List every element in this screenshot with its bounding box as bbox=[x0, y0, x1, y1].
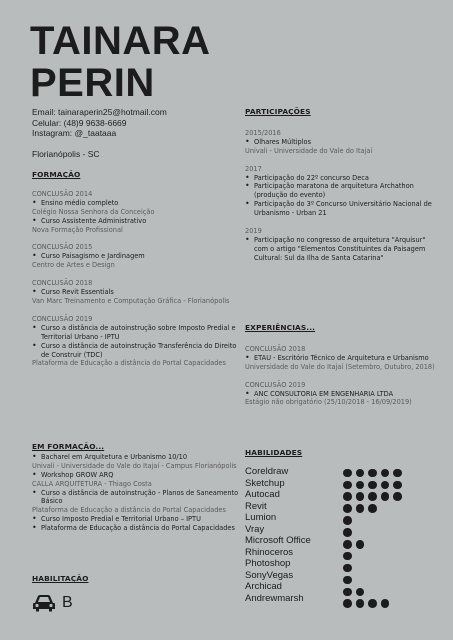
skill-dot bbox=[393, 528, 402, 537]
bullet-icon: • bbox=[245, 234, 250, 244]
bullet-icon: • bbox=[245, 388, 250, 398]
bullet-icon: • bbox=[245, 352, 250, 362]
formacao-course-text: Ensino médio completo bbox=[41, 198, 119, 207]
skill-dot bbox=[356, 540, 365, 549]
skill-dot bbox=[381, 469, 390, 478]
participacoes-list bbox=[245, 129, 440, 263]
skill-dot bbox=[343, 576, 352, 585]
bullet-icon: • bbox=[32, 523, 37, 533]
skill-dot bbox=[343, 599, 352, 608]
formacao-course bbox=[32, 342, 240, 360]
spacer bbox=[32, 306, 240, 315]
formacao-course-text: Curso a distância de autoinstrução sobre Imposto Predial e Territorial Urbano - IPTU bbox=[41, 323, 236, 341]
formacao-course bbox=[32, 199, 240, 208]
skill-name: Archicad bbox=[245, 581, 282, 592]
skill-name: Microsoft Office bbox=[245, 535, 311, 546]
skill-dot bbox=[368, 504, 377, 513]
skill-dot bbox=[343, 516, 352, 525]
bullet-icon: • bbox=[32, 197, 37, 207]
experiencia-item-text: ANC CONSULTORIA EM ENGENHARIA LTDA bbox=[254, 389, 394, 398]
experiencia-period: CONCLUSÃO 2019 bbox=[245, 380, 306, 389]
bullet-icon: • bbox=[32, 340, 37, 350]
skill-dot bbox=[381, 540, 390, 549]
skill-names bbox=[245, 466, 311, 604]
skill-dot bbox=[343, 481, 352, 490]
skill-dot bbox=[356, 504, 365, 513]
skill-dot bbox=[368, 516, 377, 525]
formacao-institution: Centro de Artes e Design bbox=[32, 261, 115, 270]
skill-dot bbox=[368, 552, 377, 561]
skill-level-row bbox=[343, 515, 418, 527]
formacao-period: CONCLUSÃO 2019 bbox=[32, 314, 93, 323]
skill-dot bbox=[356, 599, 365, 608]
formacao-course bbox=[32, 288, 240, 297]
skill-dot bbox=[381, 599, 390, 608]
participacao-year: 2019 bbox=[245, 227, 262, 236]
spacer bbox=[245, 218, 440, 227]
formacao-heading: FORMAÇÃO bbox=[32, 170, 81, 179]
experiencia-place: Universidade do Vale do Itajaí (Setembro, Outubro, 2018) bbox=[245, 362, 435, 371]
participacao-place: Univali - Universidade do Vale do Itajaí bbox=[245, 146, 373, 155]
spacer bbox=[245, 156, 440, 165]
skill-dot bbox=[368, 481, 377, 490]
contact-block bbox=[32, 107, 167, 139]
skill-dot bbox=[368, 528, 377, 537]
em-formacao-line: Univali - Universidade do Vale do Itajaí - Campus Florianópolis bbox=[32, 461, 237, 470]
skill-dot bbox=[393, 564, 402, 573]
bullet-icon: • bbox=[32, 451, 37, 461]
participacao-item bbox=[245, 174, 440, 183]
skill-dot bbox=[381, 481, 390, 490]
bullet-icon: • bbox=[32, 215, 37, 225]
bullet-icon: • bbox=[32, 487, 37, 497]
skill-levels bbox=[343, 467, 418, 610]
em-formacao-item bbox=[32, 471, 240, 480]
skill-dot bbox=[356, 564, 365, 573]
skill-level-row bbox=[343, 586, 418, 598]
habilitacao-heading: HABILITAÇÃO bbox=[32, 574, 89, 583]
skill-name: Vray bbox=[245, 523, 265, 535]
skill-level-row bbox=[343, 538, 418, 550]
participacao-item-text: Olhares Múltiplos bbox=[254, 137, 311, 146]
participacao-item-text: Participação do 3º Concurso Universitário Nacional de Urbanismo - Urban 21 bbox=[254, 200, 432, 218]
skill-dot bbox=[393, 552, 402, 561]
participacao-item-text: Participação maratona de arquitetura Archathon (produção do evento) bbox=[254, 182, 414, 200]
experiencia-item bbox=[245, 354, 440, 363]
spacer bbox=[245, 372, 440, 381]
skill-dot bbox=[393, 576, 402, 585]
skill-name: Sketchup bbox=[245, 477, 285, 489]
contact-instagram: Instagram: @_taataaa bbox=[32, 128, 117, 138]
formacao-course bbox=[32, 217, 240, 226]
bullet-icon: • bbox=[32, 469, 37, 479]
skill-dot bbox=[356, 492, 365, 501]
skill-dot bbox=[343, 588, 352, 597]
skill-dot bbox=[381, 516, 390, 525]
skill-dot bbox=[343, 469, 352, 478]
skill-dot bbox=[356, 552, 365, 561]
em-formacao-line: CALLA ARQUITETURA - Thiago Costa bbox=[32, 479, 152, 488]
bullet-icon: • bbox=[32, 287, 37, 297]
skill-dot bbox=[343, 552, 352, 561]
participacao-item-text: Participação no congresso de arquitetura "Arquisur" com o artigo "Elementos Constituintes da Paisagem Cultural: Sul da Ilha de Santa Catarina" bbox=[254, 235, 426, 262]
skill-level-row bbox=[343, 562, 418, 574]
experiencia-item bbox=[245, 390, 440, 399]
skill-level-row bbox=[343, 598, 418, 610]
experiencias-section bbox=[245, 324, 440, 407]
em-formacao-section bbox=[32, 443, 240, 533]
skill-level-row bbox=[343, 526, 418, 538]
skill-dot bbox=[368, 599, 377, 608]
skill-name: Revit bbox=[245, 500, 267, 512]
skill-dot bbox=[343, 504, 352, 513]
formacao-institution: Nova Formação Profissional bbox=[32, 225, 123, 234]
em-formacao-item-text: Curso Imposto Predial e Territorial Urbano – IPTU bbox=[41, 515, 201, 524]
skill-name: Coreldraw bbox=[245, 466, 289, 477]
formacao-period: CONCLUSÃO 2014 bbox=[32, 189, 93, 198]
participacao-item bbox=[245, 200, 440, 218]
formacao-list bbox=[32, 190, 240, 368]
formacao-institution: Van Marc Treinamento e Computação Gráfica - Florianópolis bbox=[32, 296, 230, 305]
skill-dot bbox=[343, 492, 352, 501]
bullet-icon: • bbox=[32, 514, 37, 524]
skill-dot bbox=[368, 540, 377, 549]
em-formacao-line: Plataforma de Educação a distância do Portal Capacidades bbox=[32, 506, 226, 515]
name-line-2: PERIN bbox=[30, 61, 155, 105]
bullet-icon: • bbox=[245, 172, 250, 182]
skill-dot bbox=[368, 588, 377, 597]
resume-name bbox=[30, 20, 211, 104]
skill-dot bbox=[381, 552, 390, 561]
contact-email: Email: tainaraperin25@hotmail.com bbox=[32, 107, 167, 117]
skill-dot bbox=[356, 516, 365, 525]
bullet-icon: • bbox=[245, 181, 250, 191]
skill-dot bbox=[368, 469, 377, 478]
skill-name: Andrewmarsh bbox=[245, 592, 304, 604]
experiencia-item-text: ETAU - Escritório Técnico de Arquitetura e Urbanismo bbox=[254, 353, 429, 362]
car-icon bbox=[32, 593, 56, 613]
skill-dot bbox=[356, 481, 365, 490]
skill-level-row bbox=[343, 503, 418, 515]
formacao-period: CONCLUSÃO 2015 bbox=[32, 243, 93, 252]
formacao-course-text: Curso Assistente Administrativo bbox=[41, 216, 147, 225]
em-formacao-heading: EM FORMAÇÃO... bbox=[32, 442, 105, 451]
skill-dot bbox=[381, 576, 390, 585]
em-formacao-item-text: Curso a distância de autoinstrução - Planos de Saneamento Básico bbox=[41, 488, 239, 506]
participacoes-section bbox=[245, 108, 440, 263]
em-formacao-item-text: Bacharel em Arquitetura e Urbanismo 10/10 bbox=[41, 452, 188, 461]
skill-dot bbox=[343, 564, 352, 573]
bullet-icon: • bbox=[32, 322, 37, 332]
skill-dot bbox=[381, 588, 390, 597]
skill-dot bbox=[381, 528, 390, 537]
formacao-period: CONCLUSÃO 2018 bbox=[32, 279, 93, 288]
spacer bbox=[32, 270, 240, 279]
skill-dot bbox=[393, 481, 402, 490]
skill-dot bbox=[368, 492, 377, 501]
participacao-year: 2015/2016 bbox=[245, 128, 281, 137]
skill-name: Autocad bbox=[245, 489, 280, 500]
bullet-icon: • bbox=[245, 136, 250, 146]
skill-dot bbox=[393, 504, 402, 513]
habilidades-heading: HABILIDADES bbox=[245, 448, 303, 457]
skill-dot bbox=[393, 469, 402, 478]
experiencia-place: Estágio não obrigatório (25/10/2018 - 16/09/2019) bbox=[245, 398, 412, 407]
skill-dot bbox=[356, 469, 365, 478]
skill-name: Rhinoceros bbox=[245, 546, 294, 558]
skill-level-row bbox=[343, 550, 418, 562]
left-column bbox=[32, 171, 240, 368]
experiencias-heading: EXPERIÊNCIAS... bbox=[245, 323, 316, 332]
formacao-course-text: Curso a distância de autoinstrução Transferência do Direito de Construir (TDC) bbox=[41, 341, 237, 359]
skill-dot bbox=[356, 588, 365, 597]
skill-dot bbox=[393, 540, 402, 549]
skill-dot bbox=[393, 588, 402, 597]
em-formacao-item-text: Plataforma de Educação a distância do Portal Capacidades bbox=[41, 524, 235, 533]
bullet-icon: • bbox=[32, 251, 37, 261]
skill-dot bbox=[381, 492, 390, 501]
skill-dot bbox=[393, 492, 402, 501]
skill-level-row bbox=[343, 491, 418, 503]
skill-dot bbox=[343, 528, 352, 537]
skill-dot bbox=[368, 576, 377, 585]
formacao-course bbox=[32, 324, 240, 342]
formacao-course-text: Curso Paisagismo e Jardinagem bbox=[41, 252, 145, 261]
skill-name: Lumion bbox=[245, 512, 277, 523]
formacao-course bbox=[32, 252, 240, 261]
participacao-year: 2017 bbox=[245, 164, 262, 173]
em-formacao-item-text: Workshop GROW ARQ bbox=[41, 470, 114, 479]
participacao-item-text: Participação do 22º concurso Deca bbox=[254, 173, 369, 182]
skill-dot bbox=[356, 576, 365, 585]
skill-name: Photoshop bbox=[245, 558, 291, 569]
skill-dot bbox=[393, 516, 402, 525]
skill-dot bbox=[381, 564, 390, 573]
skill-dot bbox=[393, 599, 402, 608]
formacao-course-text: Curso Revit Essentials bbox=[41, 288, 114, 297]
em-formacao-item bbox=[32, 515, 240, 524]
skill-dot bbox=[343, 540, 352, 549]
experiencias-list bbox=[245, 345, 440, 407]
formacao-institution: Colégio Nossa Senhora da Conceição bbox=[32, 207, 155, 216]
skill-level-row bbox=[343, 574, 418, 586]
em-formacao-list bbox=[32, 453, 240, 533]
skill-level-row bbox=[343, 467, 418, 479]
skill-dot bbox=[368, 564, 377, 573]
formacao-institution: Plataforma de Educação a distância do Portal Capacidades bbox=[32, 359, 226, 368]
em-formacao-item bbox=[32, 489, 240, 507]
contact-city: Florianópolis - SC bbox=[32, 149, 100, 159]
participacoes-heading: PARTICIPAÇÕES bbox=[245, 107, 311, 116]
bullet-icon: • bbox=[245, 199, 250, 209]
contact-phone: Celular: (48)9 9638-6669 bbox=[32, 117, 127, 128]
name-line-1: TAINARA bbox=[30, 19, 211, 63]
experiencia-period: CONCLUSÃO 2018 bbox=[245, 344, 306, 353]
participacao-item bbox=[245, 182, 440, 200]
license-category: B bbox=[62, 594, 73, 611]
em-formacao-item bbox=[32, 524, 240, 533]
skill-dot bbox=[381, 504, 390, 513]
skill-dot bbox=[356, 528, 365, 537]
participacao-item bbox=[245, 138, 440, 147]
em-formacao-item bbox=[32, 453, 240, 462]
skill-level-row bbox=[343, 479, 418, 491]
skill-name: SonyVegas bbox=[245, 569, 294, 581]
participacao-item bbox=[245, 236, 440, 263]
